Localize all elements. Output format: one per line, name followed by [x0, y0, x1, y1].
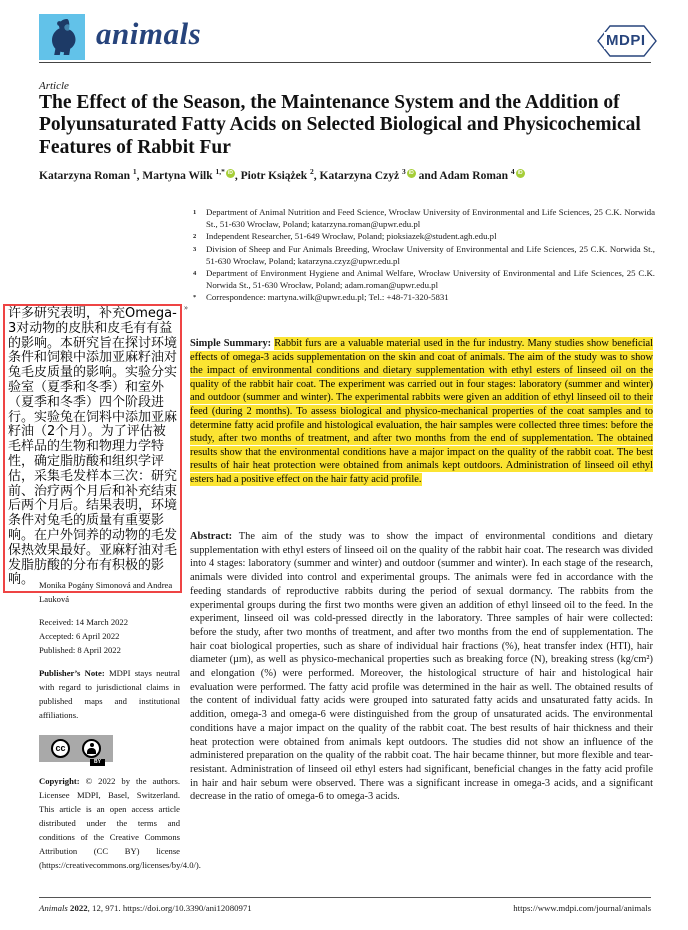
affiliation-text: Division of Sheep and Fur Animals Breeding, Wrocław University of Environmental and Life Sciences, 25 C.K. Norwida St., 51-630 Wrocław, Poland; katarzyna.czyz@upwr.edu.pl — [206, 244, 655, 266]
accepted-date: Accepted: 6 April 2022 — [39, 631, 120, 641]
simple-summary — [190, 337, 653, 487]
history-dates — [39, 615, 180, 657]
affiliation-text: Correspondence: martyna.wilk@upwr.edu.pl; Tel.: +48-71-320-5831 — [206, 292, 449, 302]
author-affiliation-marker: 3 — [401, 167, 406, 176]
person-icon — [82, 739, 101, 758]
copyright-notice — [39, 774, 201, 872]
sidebar-meta-column — [39, 578, 201, 872]
affiliation-text: Department of Environment Hygiene and Animal Welfare, Wrocław University of Environmental and Life Sciences, 25 C.K. Norwida St., 51-630 Wrocław, Poland; adam.roman@upwr.edu.pl — [206, 268, 655, 290]
journal-name: animals — [96, 16, 202, 51]
author-affiliation-marker: 2 — [310, 167, 314, 176]
abstract — [190, 530, 653, 804]
affiliation-item — [193, 230, 655, 243]
author-name: Katarzyna Roman — [39, 169, 133, 182]
page-title: The Effect of the Season, the Maintenance System and the Addition of Polyunsaturated Fatty Acids on Selected Biological and Physicochemical Features of Rabbit Fur — [39, 92, 641, 158]
publishers-note — [39, 666, 180, 722]
authors-line: Katarzyna Roman $^1$, Martyna Wilk $^{1,*}$ iD , Piotr Książek $^2$, Katarzyna Czyż $^3$ iD and Adam Roman $^4$ iD — [39, 167, 523, 182]
footer-year: 2022 — [70, 903, 88, 913]
author-affiliation-marker: 4 — [510, 167, 515, 176]
simple-summary-highlight: Rabbit furs are a valuable material used in the fur industry. Many studies show beneficial effects of omega-3 acids supplementation on the skin and coat of animals. The aim of the study was to show the impact of environmental conditions and dietary supplementation with ethyl esters of linseed oil on the quality of the rabbit hair coat. The experiment was carried out in four stages: laboratory (summer and winter) and outdoor (summer and winter). The experimental rabbits were given an addition of ethyl linseed oil to their feed (during 2 months). To assess biological and physico-mechanical properties of the coat samples and to determine fatty acid profile and histological evaluation, the hair samples were collected three times: before the study, after two months of treatment, and after two months from the end of supplementation. The obtained results show that the environmental conditions have a major impact on the quality of the rabbit coat. The best results of hair heat protection were obtained from animals kept outdoors. Administration of linseed oil ethyl esters had a positive effect on the hair fatty acid profile. — [190, 338, 653, 485]
affiliations-list — [193, 206, 655, 304]
footer-citation[interactable] — [39, 903, 252, 913]
received-date: Received: 14 March 2022 — [39, 617, 129, 627]
abstract-text: The aim of the study was to show the impact of environmental conditions and dietary supplementation with ethyl esters of linseed oil on the quality of the rabbit hair coat. The research was divided into 4 stages: laboratory (summer and winter) and outdoor (summer and winter). In each stage of the research, animals were divided into control and experimental groups. The animals were fed in accordance with the feeding standards of reproductive rabbits during the period of sexual dormancy. The rabbits from the experimental groups during the first two months were given an addition of ethyl linseed oil to the feed. In the experiment, linseed oil was cold-pressed directly in the laboratory. Three samples of hair were collected: before the study, after two months of treatment, and after two months from the end of supplementation. The hair coat biological properties, such as share of individual hair fractions (%), heat transfer index (HTI), hair diameter (µm), as well as physico-mechanical properties such as breaking force (N), breaking stress (kg/cm²) and elongation (%) were performed. Moreover, the histological structure of hair and histological hair evaluation were performed. The fatty acid profile was determined in the hair as well. The obtained results of the content of individual fatty acids were grouped into saturated fatty acids and unsaturated fatty acids. In addition, omega-3 and omega-6 were distinguished from the group of unsaturated acids. The environmental conditions have a major impact on the quality of the rabbit coat. The best results of hair thickness and their heat protection were obtained from animals kept outdoors. The studies did not show an influence of the administered preparation on the quality of the rabbit coat. The hair became thinner, but more flexible and tear-resistant. Administration of linseed oil ethyl esters had significant, beneficial changes in the fatty acid profile in hair and hair sebum were observed. There was a significant increase in omega-3 acids, and a significant decrease in the ratio of omega-6 to omega-3 acids. — [190, 531, 653, 803]
author-name: Piotr Książek — [240, 169, 311, 182]
cc-by-label: BY — [90, 759, 105, 766]
affiliation-item — [193, 206, 655, 230]
affiliation-item — [193, 243, 655, 267]
mdpi-logo — [596, 24, 658, 58]
footer-journal-name: Animals — [39, 903, 68, 913]
affiliation-marker: * — [193, 294, 197, 301]
publishers-note-label: Publisher’s Note: — [39, 668, 105, 678]
author-affiliation-marker: 1 — [132, 167, 137, 176]
published-date: Published: 8 April 2022 — [39, 645, 121, 655]
cc-icon: cc — [51, 739, 70, 758]
citation-remnant: » — [184, 303, 188, 312]
author-affiliation-marker: 1,* — [215, 167, 225, 176]
affiliation-marker: 1 — [193, 209, 197, 216]
affiliation-text: Independent Researcher, 51-649 Wrocław, Poland; pioksiazek@student.agh.edu.pl — [206, 231, 497, 241]
affiliation-marker: 2 — [193, 233, 197, 240]
academic-editors: Monika Pogány Simonová and Andrea Lauková — [39, 580, 173, 604]
author-name: Adam Roman — [439, 169, 511, 182]
monkey-icon — [39, 14, 85, 60]
author-name: Katarzyna Czyż — [319, 169, 402, 182]
journal-logo — [39, 14, 85, 60]
footer-doi-link[interactable]: , 12, 971. https://doi.org/10.3390/ani12080971 — [87, 903, 252, 913]
publishers-note-text: MDPI stays neutral with regard to jurisdictional claims in published maps and institutional affiliations. — [39, 668, 180, 720]
affiliation-text: Department of Animal Nutrition and Feed Science, Wrocław University of Environmental and Life Sciences, 25 C.K. Norwida St., 51-630 Wrocław, Poland; katarzyna.roman@upwr.edu.pl — [206, 207, 655, 229]
abstract-label: Abstract: — [190, 531, 233, 542]
affiliation-marker: 4 — [193, 270, 197, 277]
orcid-icon[interactable]: iD — [227, 170, 233, 176]
orcid-icon[interactable]: iD — [408, 170, 414, 176]
header-divider — [39, 62, 651, 63]
author-name: Martyna Wilk — [142, 169, 216, 182]
orcid-icon[interactable]: iD — [517, 170, 523, 176]
mdpi-wordmark: MDPI — [606, 32, 646, 49]
copyright-label: Copyright: — [39, 776, 80, 786]
cc-by-badge[interactable] — [39, 735, 113, 765]
copyright-text: © 2022 by the authors. Licensee MDPI, Basel, Switzerland. This article is an open access article distributed under the terms and conditions of the Creative Commons Attribution (CC BY) license (https://creativecommons.org/licenses/by/4.0/). — [39, 776, 201, 870]
affiliation-item — [193, 291, 655, 304]
footer-divider — [39, 897, 651, 898]
article-type-label: Article — [39, 80, 69, 92]
footer-journal-url[interactable]: https://www.mdpi.com/journal/animals — [513, 903, 651, 913]
simple-summary-label: Simple Summary: — [190, 338, 272, 349]
affiliation-item — [193, 267, 655, 291]
affiliation-marker: 3 — [193, 246, 197, 253]
translation-annotation-box[interactable]: 许多研究表明，补充Omega-3对动物的皮肤和皮毛有有益的影响。本研究旨在探讨环境条件和饲粮中添加亚麻籽油对兔毛皮质量的影响。实验分实验室（夏季和冬季）和室外（夏季和冬季）四个阶段进行。实验兔在饲料中添加亚麻籽油（2个月）。为了评估被毛样品的生物和物理力学特性，确定脂肪酸和组织学评估，采集毛发样本三次：研究前、治疗两个月后和补充结束后两个月后。结果表明，环境条件对兔毛的质量有重要影响。在户外饲养的动物的毛发保热效果最好。亚麻籽油对毛发脂肪酸的分布有积极的影响。 — [3, 304, 182, 593]
footer — [39, 903, 651, 913]
